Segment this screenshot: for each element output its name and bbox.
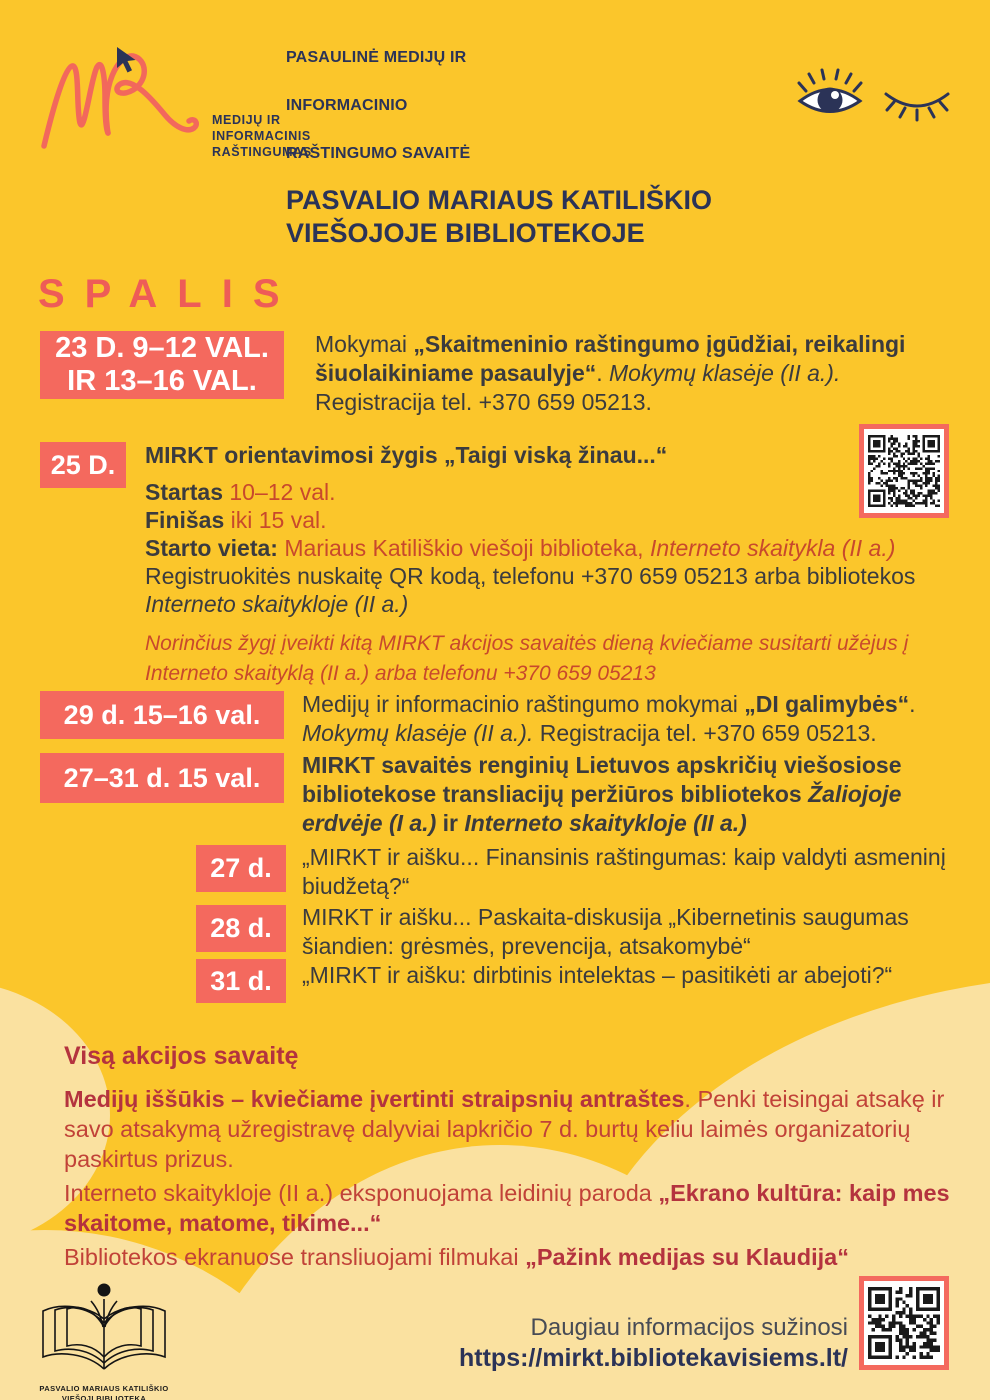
page-title [286, 34, 470, 178]
library-name-line: VIEŠOJI BIBLIOTEKA [61, 1394, 147, 1400]
event-date-badge-28 [196, 905, 286, 952]
event-date-badge-29 [40, 691, 284, 739]
qr-code-pattern [868, 1285, 940, 1361]
library-logo [28, 1281, 180, 1400]
venue-value: Mariaus Katiliškio viešoji biblioteka, [277, 535, 650, 561]
event-27-description: „MIRKT ir aišku... Finansinis raštingumas: kaip valdyti asmeninį biudžetą?“ [302, 844, 946, 899]
event-registration: Registracija tel. +370 659 05213. [315, 389, 652, 415]
event-venue: Mokymų klasėje (II a.). [609, 360, 841, 386]
month-label: SPALIS [38, 272, 300, 316]
films-text: Bibliotekos ekranuose transliuojami filmukai [64, 1244, 526, 1270]
event-venue-line [145, 534, 945, 562]
films-title: „Pažink medijas su Klaudija“ [525, 1244, 849, 1270]
exhibition-text: Interneto skaitykloje (II a.) eksponuojama leidinių paroda [64, 1180, 659, 1206]
finish-value: iki 15 val. [224, 507, 327, 533]
event-date-badge-31 [196, 959, 286, 1003]
media-challenge-paragraph [64, 1084, 952, 1174]
venue-label: Starto vieta: [145, 535, 278, 561]
subtitle-line: PASVALIO MARIAUS KATILIŠKIO [286, 185, 713, 215]
event-31-description: „MIRKT ir aišku: dirbtinis intelektas – pasitikėti ar abejoti?“ [302, 962, 893, 988]
start-label: Startas [145, 479, 223, 505]
event-date-badge-25 [40, 442, 126, 488]
footer-info [400, 1313, 848, 1373]
text-run: ir [436, 810, 465, 836]
title-line: INFORMACINIO [286, 97, 408, 114]
exhibition-paragraph [64, 1178, 952, 1238]
text-run: . [909, 691, 916, 717]
event-28-description: MIRKT ir aišku... Paskaita-diskusija „Kibernetinis saugumas šiandien: grėsmės, prevencija, atsakomybė“ [302, 904, 909, 959]
challenge-text: . Penki teisingai atsakę ir savo atsakymą užregistravę dalyviai lapkričio 7 d. burtų keliu laimės organizatorių paskirtus prizus. [64, 1086, 945, 1172]
open-eye-icon [797, 68, 863, 120]
badge-line: 28 d. [210, 913, 272, 943]
badge-line: 27–31 d. 15 val. [63, 762, 261, 793]
mir-label-line: RAŠTINGUMAS [212, 145, 312, 159]
text-run: Mokymai [315, 331, 414, 357]
qr-code-website [859, 1276, 949, 1370]
text-run: . [596, 360, 610, 386]
venue-room: Interneto skaitykla (II a.) [649, 535, 896, 561]
badge-line: IR 13–16 VAL. [67, 365, 257, 397]
badge-line: 31 d. [210, 965, 272, 996]
website-url[interactable]: https://mirkt.bibliotekavisiems.lt/ [459, 1344, 848, 1372]
challenge-title: Medijų iššūkis – kviečiame įvertinti straipsnių antraštes [64, 1086, 685, 1112]
badge-line: 27 d. [210, 853, 272, 883]
event-title: MIRKT orientavimosi žygis „Taigi viską žinau...“ [145, 442, 668, 468]
event-2731-description [302, 751, 964, 838]
start-value: 10–12 val. [222, 479, 336, 505]
films-paragraph [64, 1242, 934, 1272]
event-title: „DI galimybės“ [744, 691, 910, 717]
week-section-heading: Visą akcijos savaitę [64, 1042, 299, 1070]
event-title: „Skaitmeninio raštingumo įgūdžiai, reikalingi šiuolaikiniame pasaulyje“ [315, 331, 906, 386]
library-name-line: PASVALIO MARIAUS KATILIŠKIO [39, 1384, 169, 1393]
exhibition-title: „Ekrano kultūra: kaip mes skaitome, matome, tikime...“ [64, 1180, 950, 1236]
text-run: Medijų ir informacinio raštingumo mokymai [302, 691, 745, 717]
registration-room: Interneto skaitykloje (II a.) [145, 591, 409, 617]
page-subtitle [286, 184, 712, 250]
event-date-badge-23 [40, 331, 284, 399]
title-line: PASAULINĖ MEDIJŲ IR [286, 49, 467, 66]
qr-code-pattern [868, 433, 940, 509]
badge-line: 29 d. 15–16 val. [63, 699, 261, 730]
registration-text: Registruokitės nuskaitę QR kodą, telefonu +370 659 05213 arba bibliotekos [145, 563, 916, 589]
open-book-logo [29, 1281, 179, 1377]
event-29-description [302, 690, 952, 748]
finish-label: Finišas [145, 507, 225, 533]
mir-label-line: MEDIJŲ IR [212, 113, 281, 127]
event-registration: Registracija tel. +370 659 05213. [533, 720, 877, 746]
cursor-arrow-icon [117, 47, 136, 73]
event-date-badge-27 [196, 845, 286, 892]
text-run: MIRKT savaitės renginių Lietuvos apskričių viešosiose bibliotekose transliacijų peržiūros bibliotekos [302, 752, 902, 807]
mr-script-logo [38, 42, 216, 160]
closed-eye-icon [882, 88, 952, 130]
badge-line: 23 D. 9–12 VAL. [55, 332, 269, 364]
title-line: RAŠTINGUMO SAVAITĖ [286, 145, 471, 162]
library-name [28, 1384, 180, 1400]
subtitle-line: VIEŠOJOJE BIBLIOTEKOJE [286, 218, 645, 248]
event-23-description [315, 330, 947, 417]
event-date-badge-2731 [40, 753, 284, 803]
event-finish-line [145, 506, 945, 534]
mir-label-line: INFORMACINIS [212, 129, 311, 143]
badge-line: 25 D. [50, 449, 116, 480]
mir-logo [38, 42, 216, 160]
event-venue: Mokymų klasėje (II a.). [302, 720, 534, 746]
qr-code-registration [859, 424, 949, 518]
event-registration-line [145, 562, 947, 618]
event-start-line [145, 478, 945, 506]
more-info-text: Daugiau informacijos sužinosi [530, 1314, 848, 1341]
event-note: Norinčius žygį įveikti kitą MIRKT akcijos savaitės dieną kviečiame susitarti užėjus į Interneto skaityklą (II a.) arba telefonu +370 659 05213 [145, 632, 909, 685]
venue-room: Interneto skaitykloje (II a.) [464, 810, 747, 836]
venue-room: Žaliojoje erdvėje (I a.) [302, 781, 902, 836]
event-25-block [145, 441, 945, 689]
